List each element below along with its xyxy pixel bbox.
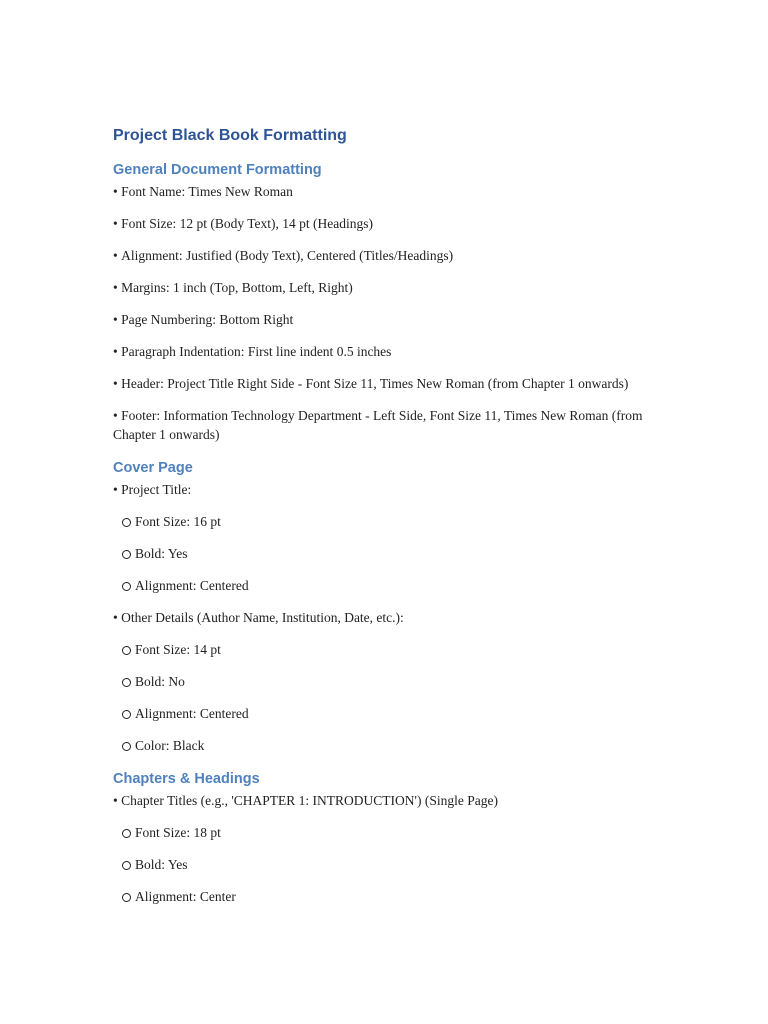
section-heading-general: General Document Formatting bbox=[113, 162, 322, 178]
sub-list-item-text: Font Size: 18 pt bbox=[135, 825, 221, 840]
circle-bullet-icon bbox=[122, 518, 131, 527]
sub-list-item bbox=[113, 512, 653, 531]
sub-list-item bbox=[113, 672, 653, 691]
sub-list-item-text: Alignment: Centered bbox=[135, 706, 249, 721]
sub-list-item bbox=[113, 736, 653, 755]
sub-list-item-text: Bold: No bbox=[135, 674, 185, 689]
sub-list-item-text: Bold: Yes bbox=[135, 546, 188, 561]
list-item: • Footer: Information Technology Department - Left Side, Font Size 11, Times New Roman (from Chapter 1 onwards) bbox=[113, 406, 653, 444]
circle-bullet-icon bbox=[122, 742, 131, 751]
sub-list-item-text: Alignment: Centered bbox=[135, 578, 249, 593]
sub-list-item-text: Alignment: Center bbox=[135, 889, 236, 904]
sub-list-item-text: Bold: Yes bbox=[135, 857, 188, 872]
sub-list-item bbox=[113, 704, 653, 723]
list-item: • Page Numbering: Bottom Right bbox=[113, 310, 653, 329]
list-item: • Font Name: Times New Roman bbox=[113, 182, 653, 201]
sub-list-item bbox=[113, 887, 653, 906]
sub-list-item bbox=[113, 640, 653, 659]
sub-list-item-text: Color: Black bbox=[135, 738, 205, 753]
document-title: Project Black Book Formatting bbox=[113, 127, 347, 144]
circle-bullet-icon bbox=[122, 646, 131, 655]
circle-bullet-icon bbox=[122, 550, 131, 559]
list-item: • Other Details (Author Name, Institution, Date, etc.): bbox=[113, 608, 653, 627]
list-item: • Alignment: Justified (Body Text), Centered (Titles/Headings) bbox=[113, 246, 653, 265]
list-item: • Chapter Titles (e.g., 'CHAPTER 1: INTRODUCTION') (Single Page) bbox=[113, 791, 653, 810]
circle-bullet-icon bbox=[122, 893, 131, 902]
circle-bullet-icon bbox=[122, 678, 131, 687]
list-item: • Header: Project Title Right Side - Font Size 11, Times New Roman (from Chapter 1 onwards) bbox=[113, 374, 653, 393]
sub-list-item-text: Font Size: 14 pt bbox=[135, 642, 221, 657]
circle-bullet-icon bbox=[122, 829, 131, 838]
section-heading-cover: Cover Page bbox=[113, 460, 193, 476]
sub-list-item bbox=[113, 855, 653, 874]
circle-bullet-icon bbox=[122, 861, 131, 870]
document-body bbox=[113, 124, 653, 906]
list-item: • Project Title: bbox=[113, 480, 653, 499]
sub-list-item bbox=[113, 576, 653, 595]
circle-bullet-icon bbox=[122, 710, 131, 719]
sub-list-item-text: Font Size: 16 pt bbox=[135, 514, 221, 529]
list-item: • Font Size: 12 pt (Body Text), 14 pt (Headings) bbox=[113, 214, 653, 233]
list-item: • Margins: 1 inch (Top, Bottom, Left, Right) bbox=[113, 278, 653, 297]
sub-list-item bbox=[113, 823, 653, 842]
list-item: • Paragraph Indentation: First line indent 0.5 inches bbox=[113, 342, 653, 361]
section-heading-chapters: Chapters & Headings bbox=[113, 771, 260, 787]
sub-list-item bbox=[113, 544, 653, 563]
circle-bullet-icon bbox=[122, 582, 131, 591]
